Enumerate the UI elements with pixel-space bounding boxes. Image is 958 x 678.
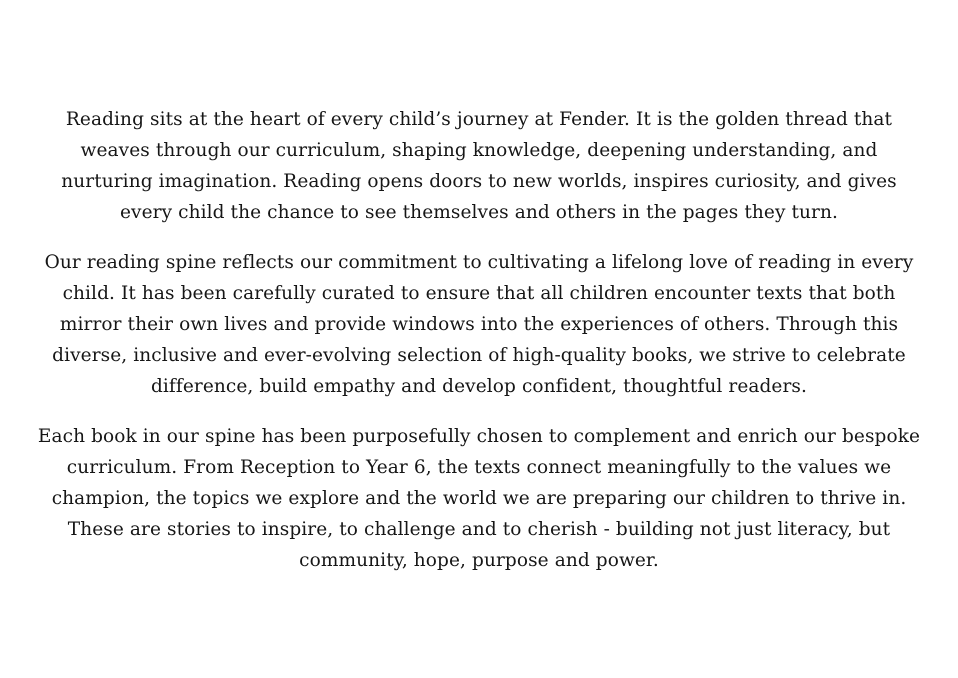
reading-statement-text — [34, 104, 924, 576]
paragraph-intro: Reading sits at the heart of every child’s journey at Fender. It is the golden thread that weaves through our curriculum, shaping knowledge, deepening understanding, and nurturing imagination. Reading opens doors to new worlds, inspires curiosity, and gives every child the chance to see themselves and others in the pages they turn. — [61, 109, 897, 223]
paragraph-book-choice: Each book in our spine has been purposefully chosen to complement and enrich our bespoke curriculum. From Reception to Year 6, the texts connect meaningfully to the values we champion, the topics we explore and the world we are preparing our children to thrive in. These are stories to inspire, to challenge and to cherish - building not just literacy, but community, hope, purpose and power. — [37, 426, 921, 571]
paragraph-reading-spine: Our reading spine reflects our commitment to cultivating a lifelong love of reading in every child. It has been carefully curated to ensure that all children encounter texts that both mirror their own lives and provide windows into the experiences of others. Through this diverse, inclusive and ever-evolving selection of high-quality books, we strive to celebrate difference, build empathy and develop confident, thoughtful readers. — [44, 252, 914, 397]
